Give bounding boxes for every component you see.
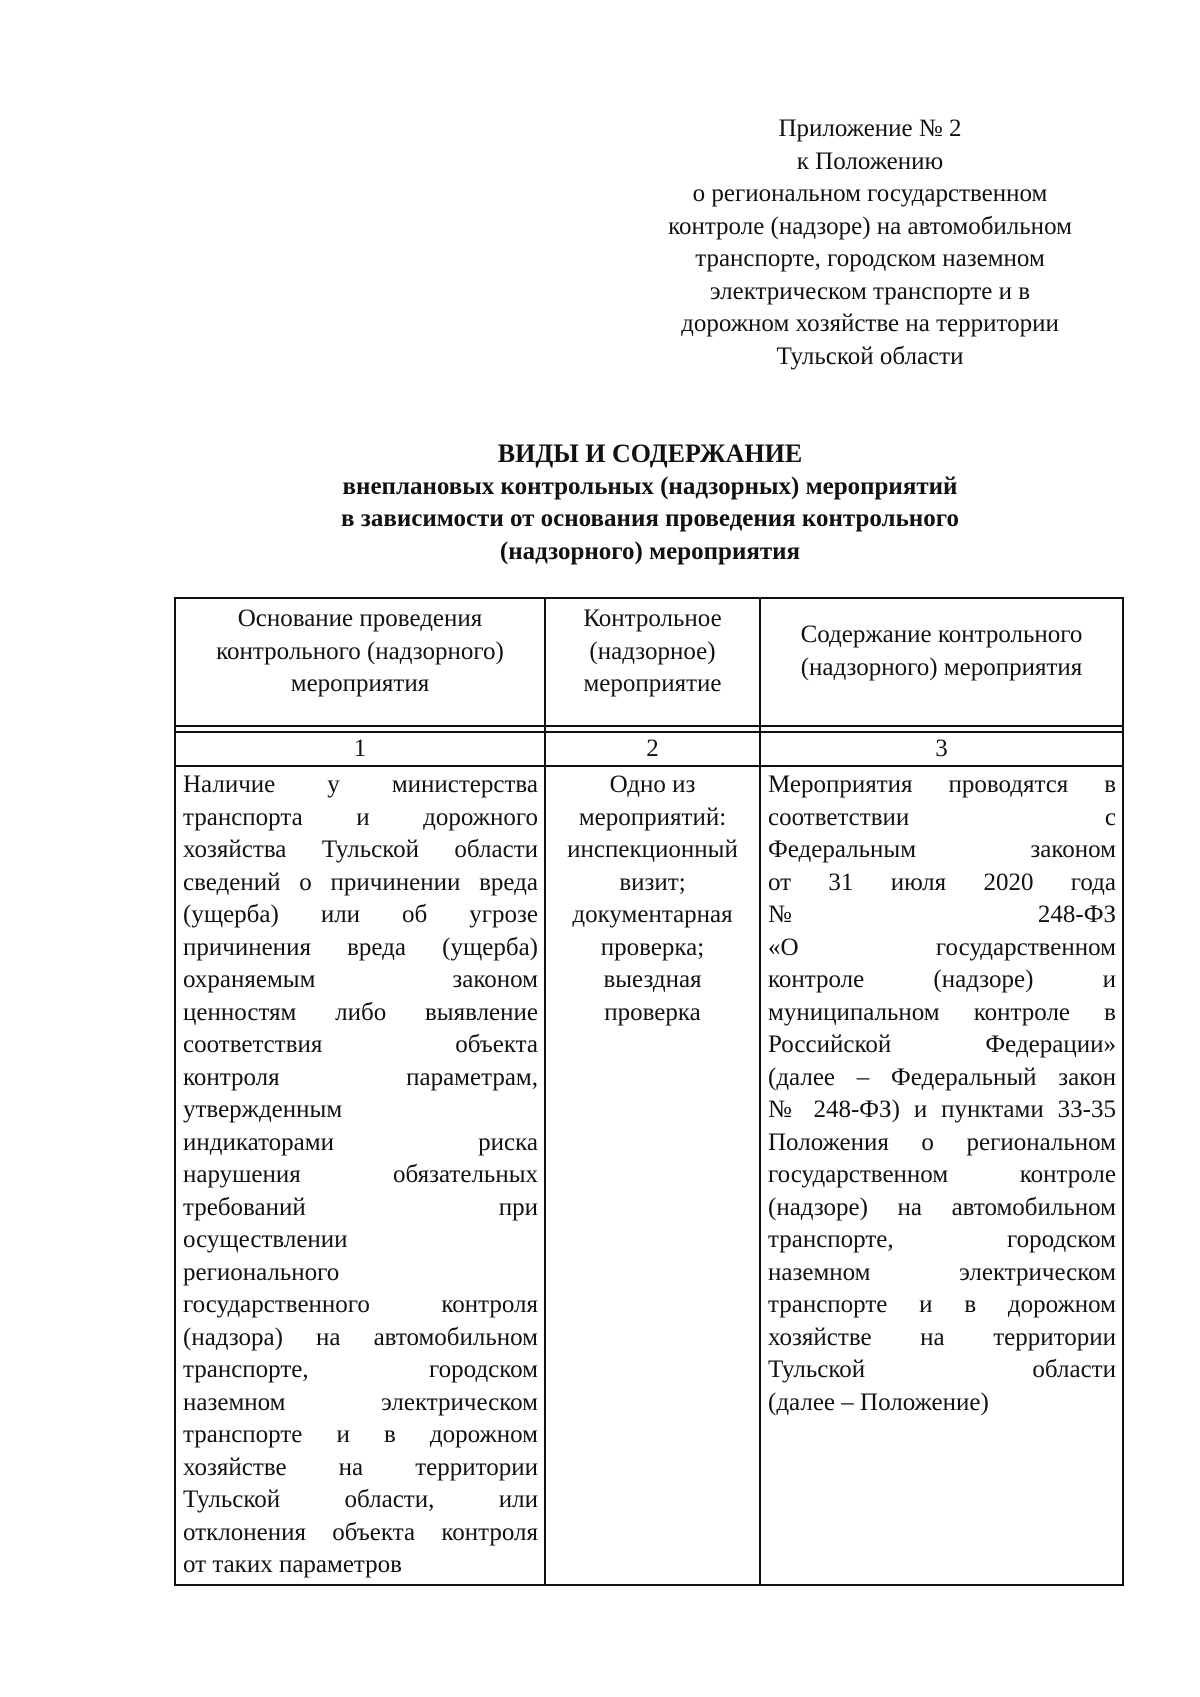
column-number-cell: 2 (545, 732, 760, 766)
table-header-row (175, 598, 1123, 726)
column-number-cell: 3 (760, 732, 1123, 766)
appendix-line: Приложение № 2 (778, 115, 962, 142)
cell-line: ценностям либо выявление (183, 998, 538, 1026)
header-line: мероприятие (583, 670, 722, 697)
table-row (175, 766, 1123, 1585)
cell-line: транспорте, городском (768, 1226, 1116, 1253)
cell-line: хозяйстве на территории (183, 1453, 538, 1481)
appendix-line: о региональном государственном (692, 180, 1048, 207)
cell-line: № 248-ФЗ) и пунктами 33-35 (768, 1096, 1116, 1123)
content-text (761, 767, 1122, 1419)
cell-line: причинения вреда (ущерба) (183, 933, 538, 961)
cell-line: утвержденным (183, 1096, 343, 1123)
basis-text (176, 767, 544, 1582)
cell-line: регионального (183, 1258, 340, 1286)
cell-line: № 248-ФЗ (768, 901, 1116, 928)
cell-line: документарная (572, 901, 733, 928)
header-line: Основание проведения (237, 605, 483, 632)
cell-line: Федеральным законом (768, 836, 1116, 863)
cell-line: мероприятий: (578, 803, 727, 831)
header-line: Контрольное (583, 605, 722, 632)
cell-line: транспорте, городском (183, 1356, 538, 1383)
appendix-line: электрическом транспорте и в (709, 277, 1031, 305)
title-subline: (надзорного) мероприятия (499, 537, 801, 565)
appendix-line: дорожном хозяйстве на территории (681, 310, 1059, 337)
cell-line: наземном электрическом (183, 1388, 538, 1416)
header-line: мероприятия (290, 670, 430, 697)
cell-line: соответствии с (768, 803, 1116, 831)
cell-line: визит; (619, 868, 686, 896)
cell-line: нарушения обязательных (183, 1161, 538, 1188)
cell-line: (далее – Положение) (768, 1388, 989, 1416)
header-cell-content (760, 598, 1123, 726)
cell-line: сведений о причинении вреда (183, 868, 538, 896)
cell-line: контроля параметрам, (183, 1063, 538, 1091)
cell-line: «О государственном (768, 933, 1116, 961)
cell-line: Одно из (609, 771, 696, 798)
cell-line: транспорта и дорожного (183, 803, 538, 831)
cell-line: от таких параметров (183, 1551, 402, 1578)
cell-line: инспекционный (567, 836, 738, 863)
header-cell-basis (175, 598, 545, 726)
cell-line: Мероприятия проводятся в (768, 771, 1116, 798)
cell-line: Тульской области, или (183, 1486, 538, 1513)
cell-line: государственном контроле (768, 1161, 1116, 1188)
cell-line: контроле (надзоре) и (768, 966, 1116, 993)
cell-line: транспорте и в дорожном (768, 1291, 1116, 1318)
header-line: Содержание контрольного (800, 621, 1083, 648)
cell-line: проверка (604, 998, 701, 1026)
header-line: (надзорное) (589, 637, 716, 665)
cell-line: требований при (183, 1193, 538, 1221)
cell-line: отклонения объекта контроля (183, 1518, 538, 1546)
title-subline: внеплановых контрольных (надзорных) мероприятий (342, 472, 958, 500)
cell-line: индикаторами риска (183, 1128, 538, 1156)
cell-line: (надзоре) на автомобильном (768, 1193, 1116, 1221)
cell-line: Наличие у министерства (183, 771, 538, 798)
cell-line: Положения о региональном (768, 1128, 1116, 1156)
appendix-header (630, 113, 1110, 373)
cell-line: хозяйства Тульской области (183, 836, 538, 863)
title-main: ВИДЫ И СОДЕРЖАНИЕ (497, 439, 803, 468)
header-line: (надзорного) мероприятия (800, 653, 1083, 681)
event-text (546, 767, 759, 1029)
cell-line: государственного контроля (183, 1291, 538, 1318)
basis-cell (175, 766, 545, 1585)
cell-line: наземном электрическом (768, 1258, 1116, 1286)
content-cell (760, 766, 1123, 1585)
cell-line: охраняемым законом (183, 966, 538, 993)
document-title (190, 438, 1110, 568)
cell-line: соответствия объекта (183, 1031, 538, 1058)
title-subline: в зависимости от основания проведения контрольного (341, 505, 959, 532)
appendix-line: Тульской области (776, 342, 964, 370)
cell-line: от 31 июля 2020 года (768, 868, 1116, 896)
cell-line: муниципальном контроле в (768, 998, 1116, 1026)
cell-line: Тульской области (768, 1356, 1116, 1383)
appendix-line: к Положению (796, 147, 944, 175)
event-cell (545, 766, 760, 1585)
cell-line: Российской Федерации» (768, 1031, 1116, 1058)
table-number-row (175, 732, 1123, 766)
header-line: контрольного (надзорного) (216, 637, 504, 665)
cell-line: осуществлении (183, 1226, 348, 1253)
appendix-line: контроле (надзоре) на автомобильном (668, 212, 1072, 240)
cell-line: (ущерба) или об угрозе (183, 901, 538, 928)
header-cell-event (545, 598, 760, 726)
cell-line: (далее – Федеральный закон (768, 1063, 1116, 1091)
cell-line: проверка; (600, 933, 705, 961)
cell-line: хозяйстве на территории (768, 1323, 1116, 1351)
cell-line: (надзора) на автомобильном (183, 1323, 538, 1351)
cell-line: транспорте и в дорожном (183, 1421, 538, 1448)
column-number-cell: 1 (175, 732, 545, 766)
appendix-line: транспорте, городском наземном (695, 245, 1045, 272)
measures-table (174, 597, 1124, 1586)
cell-line: выездная (603, 966, 702, 993)
